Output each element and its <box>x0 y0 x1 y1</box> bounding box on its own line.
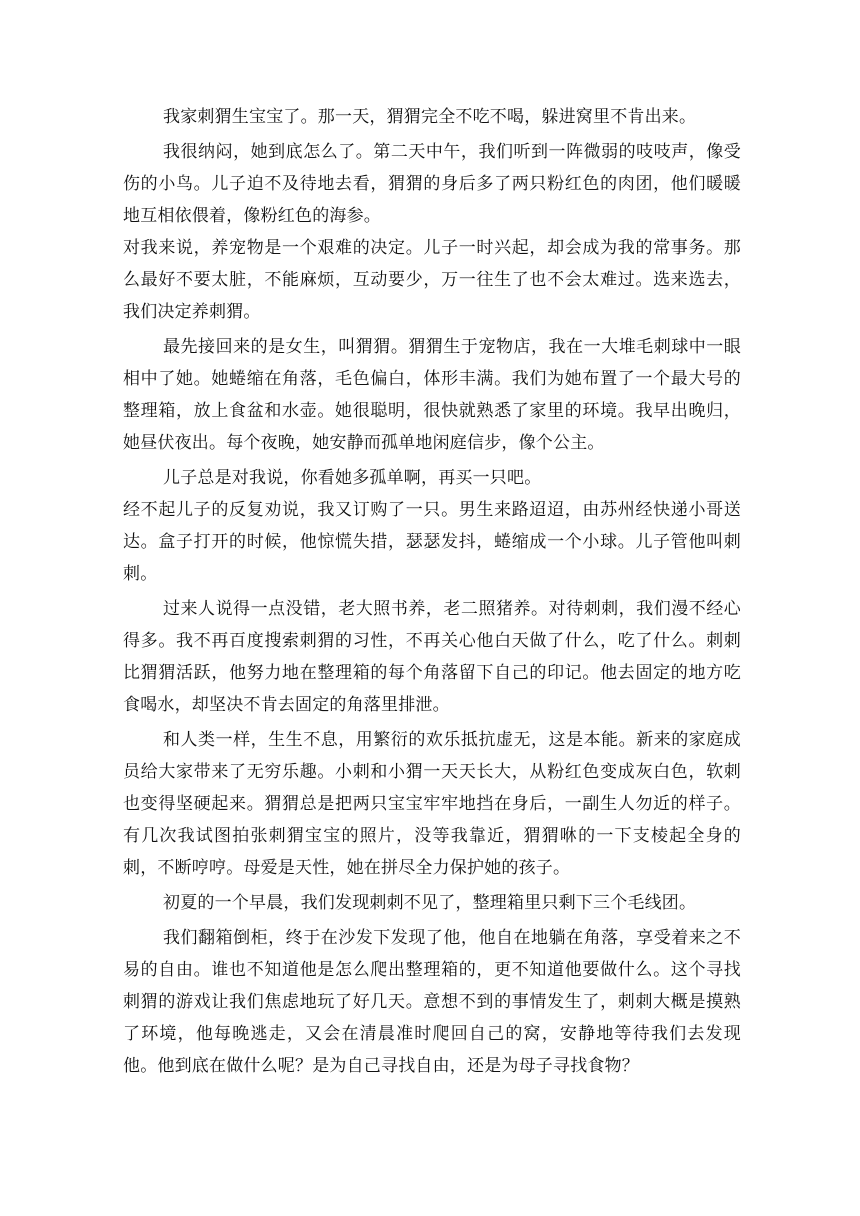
paragraph-1: 我家刺猬生宝宝了。那一天，猬猬完全不吃不喝，躲进窝里不肯出来。 <box>163 107 697 127</box>
paragraph-9: 初夏的一个早晨，我们发现刺刺不见了，整理箱里只剩下三个毛线团。 <box>163 893 697 913</box>
document-body <box>123 101 741 1082</box>
paragraph-2: 我很纳闷，她到底怎么了。第二天中午，我们听到一阵微弱的吱吱声，像受伤的小鸟。儿子迫不及待地去看，猬猬的身后多了两只粉红色的肉团，他们暖暖地互相依偎着，像粉红色的海参。 <box>123 142 741 226</box>
paragraph-5: 儿子总是对我说，你看她多孤单啊，再买一只吧。 <box>163 468 542 488</box>
paragraph-10: 我们翻箱倒柜，终于在沙发下发现了他，他自在地躺在角落，享受着来之不易的自由。谁也不知道他是怎么爬出整理箱的，更不知道他要做什么。这个寻找刺猬的游戏让我们焦虑地玩了好几天。意想不到的事情发生了，刺刺大概是摸熟了环境，他每晚逃走，又会在清晨准时爬回自己的窝，安静地等待我们去发现他。他到底在做什么呢？是为自己寻找自由，还是为母子寻找食物？ <box>123 928 741 1076</box>
paragraph-3: 对我来说，养宠物是一个艰难的决定。儿子一时兴起，却会成为我的常事务。那么最好不要太脏，不能麻烦，互动要少，万一往生了也不会太难过。选来选去，我们决定养刺猬。 <box>123 238 741 322</box>
paragraph-8: 和人类一样，生生不息，用繁衍的欢乐抵抗虚无，这是本能。新来的家庭成员给大家带来了无穷乐趣。小刺和小猬一天天长大，从粉红色变成灰白色，软刺也变得坚硬起来。猬猬总是把两只宝宝牢牢地挡在身后，一副生人勿近的样子。有几次我试图拍张刺猬宝宝的照片，没等我靠近，猬猬咻的一下支棱起全身的刺，不断哼哼。母爱是天性，她在拼尽全力保护她的孩子。 <box>123 730 741 878</box>
paragraph-4: 最先接回来的是女生，叫猬猬。猬猬生于宠物店，我在一大堆毛刺球中一眼相中了她。她蜷缩在角落，毛色偏白，体形丰满。我们为她布置了一个最大号的整理箱，放上食盆和水壶。她很聪明，很快就熟悉了家里的环境。我早出晚归，她昼伏夜出。每个夜晚，她安静而孤单地闲庭信步，像个公主。 <box>123 337 741 453</box>
paragraph-7: 过来人说得一点没错，老大照书养，老二照猪养。对待刺刺，我们漫不经心得多。我不再百度搜索刺猬的习性，不再关心他白天做了什么，吃了什么。刺刺比猬猬活跃，他努力地在整理箱的每个角落留下自己的印记。他去固定的地方吃食喝水，却坚决不肯去固定的角落里排泄。 <box>123 599 741 715</box>
paragraph-6: 经不起儿子的反复劝说，我又订购了一只。男生来路迢迢，由苏州经快递小哥送达。盒子打开的时候，他惊慌失措，瑟瑟发抖，蜷缩成一个小球。儿子管他叫刺刺。 <box>123 500 741 584</box>
